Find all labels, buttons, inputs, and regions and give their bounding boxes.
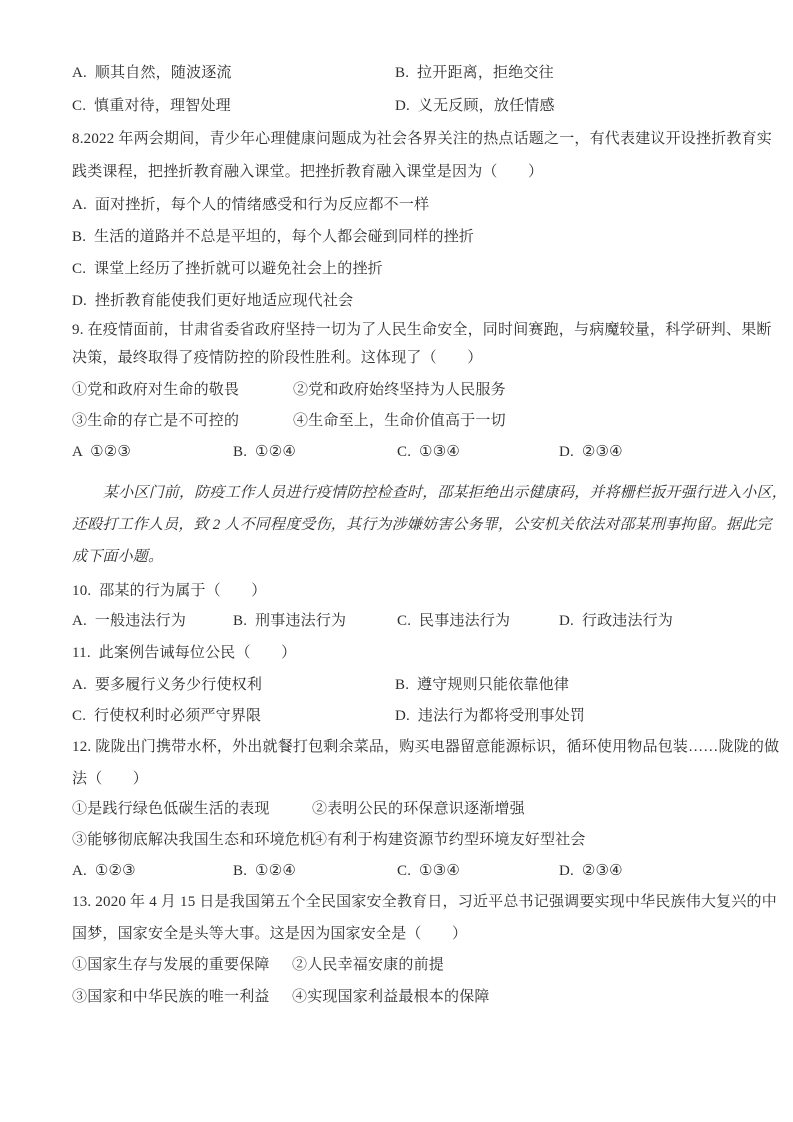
q8-option-d-text-0: D. 挫折教育能使我们更好地适应现代社会: [72, 293, 354, 309]
q10-stem-text-0: 10. 邵某的行为属于（ ）: [72, 583, 267, 599]
q12-stem-line1: [0, 737, 793, 759]
case-intro-line1-text-0: 某小区门前，防疫工作人员进行疫情防控检查时，邵某拒绝出示健康码，并将栅栏扳开强行进入小区，: [103, 485, 788, 501]
q9-items-3-4: [0, 411, 793, 433]
q12-items-1-2-text-1: ②表明公民的环保意识逐渐增强: [312, 801, 525, 817]
q11-options-ab-text-0: A. 要多履行义务少行使权利: [72, 677, 263, 693]
q9-stem-line1-text-0: 9. 在疫情面前，甘肃省委省政府坚持一切为了人民生命安全，同时间赛跑，与病魔较量，科学研判、果断: [72, 322, 772, 338]
q8-option-a: [0, 195, 793, 217]
q8-option-c: [0, 259, 793, 281]
q9-items-1-2-text-1: ②党和政府始终坚持为人民服务: [293, 382, 506, 398]
q12-options-row-text-3: D. ②③④: [559, 863, 623, 879]
q8-option-b: [0, 227, 793, 249]
q10-options-row-text-3: D. 行政违法行为: [559, 613, 674, 629]
q9-options-row-text-1: B. ①②④: [233, 444, 296, 460]
case-intro-line3-text-0: 成下面小题。: [72, 549, 164, 565]
q7-options-row-cd: [0, 96, 793, 118]
q12-items-3-4-text-1: ④有利于构建资源节约型环境友好型社会: [312, 832, 586, 848]
q13-items-1-2-text-1: ②人民幸福安康的前提: [292, 957, 445, 973]
q8-stem-line1-text-0: 8.2022 年两会期间，青少年心理健康问题成为社会各界关注的热点话题之一，有代表建议开设挫折教育实: [72, 131, 773, 147]
q8-stem-line2-text-0: 践类课程，把挫折教育融入课堂。把挫折教育融入课堂是因为（ ）: [72, 164, 544, 180]
q11-stem: [0, 643, 793, 665]
q9-items-1-2: [0, 380, 793, 402]
q9-items-3-4-text-1: ④生命至上，生命价值高于一切: [293, 413, 506, 429]
q12-items-1-2-text-0: ①是践行绿色低碳生活的表现: [72, 801, 270, 817]
q8-option-a-text-0: A. 面对挫折，每个人的情绪感受和行为反应都不一样: [72, 197, 430, 213]
case-intro-line3: [0, 547, 793, 569]
q11-options-ab-text-1: B. 遵守规则只能依靠他律: [395, 677, 570, 693]
q7-options-row-cd-text-0: C. 慎重对待，理智处理: [72, 98, 231, 114]
q12-stem-line2-text-0: 法（ ）: [72, 771, 149, 787]
q8-stem-line2: [0, 162, 793, 184]
case-intro-line1: [0, 483, 793, 505]
q10-options-row-text-0: A. 一般违法行为: [72, 613, 187, 629]
q10-options-row-text-1: B. 刑事违法行为: [233, 613, 347, 629]
q9-options-row-text-0: A ①②③: [72, 444, 132, 460]
q12-items-1-2: [0, 799, 793, 821]
q13-stem-line2-text-0: 国梦，国家安全是头等大事。这是因为国家安全是（ ）: [72, 926, 468, 942]
q9-options-row: [0, 442, 793, 464]
q12-options-row-text-0: A. ①②③: [72, 863, 136, 879]
q13-stem-line1-text-0: 13. 2020 年 4 月 15 日是我国第五个全民国家安全教育日，习近平总书记强调要实现中华民族伟大复兴的中: [72, 894, 777, 910]
q12-options-row: [0, 861, 793, 883]
q8-option-c-text-0: C. 课堂上经历了挫折就可以避免社会上的挫折: [72, 261, 383, 277]
q12-options-row-text-2: C. ①③④: [397, 863, 460, 879]
case-intro-line2-text-0: 还殴打工作人员，致 2 人不同程度受伤，其行为涉嫌妨害公务罪，公安机关依法对邵某刑事拘留。据此完: [72, 517, 772, 533]
q11-options-ab: [0, 675, 793, 697]
q13-items-1-2: [0, 955, 793, 977]
q9-items-1-2-text-0: ①党和政府对生命的敬畏: [72, 382, 240, 398]
q12-stem-line1-text-0: 12. 陇陇出门携带水杯，外出就餐打包剩余菜品，购买电器留意能源标识，循环使用物品包装……陇陇的做: [72, 739, 780, 755]
q7-options-row-cd-text-1: D. 义无反顾，放任情感: [395, 98, 555, 114]
q13-stem-line1: [0, 892, 793, 914]
q9-stem-line1: [0, 320, 793, 342]
q10-options-row-text-2: C. 民事违法行为: [397, 613, 511, 629]
q7-options-row-ab-text-1: B. 拉开距离，拒绝交往: [395, 65, 554, 81]
q9-stem-line2-text-0: 决策，最终取得了疫情防控的阶段性胜利。这体现了（ ）: [72, 350, 483, 366]
q12-stem-line2: [0, 769, 793, 791]
q10-options-row: [0, 611, 793, 633]
q12-items-3-4: [0, 830, 793, 852]
q13-stem-line2: [0, 924, 793, 946]
q12-options-row-text-1: B. ①②④: [233, 863, 296, 879]
q10-stem: [0, 581, 793, 603]
q7-options-row-ab-text-0: A. 顺其自然，随波逐流: [72, 65, 232, 81]
q13-items-3-4-text-0: ③国家和中华民族的唯一利益: [72, 989, 270, 1005]
q13-items-3-4: [0, 987, 793, 1009]
q11-options-cd-text-0: C. 行使权利时必须严守界限: [72, 708, 262, 724]
q9-stem-line2: [0, 348, 793, 370]
q11-options-cd: [0, 706, 793, 728]
case-intro-line2: [0, 515, 793, 537]
q8-option-b-text-0: B. 生活的道路并不总是平坦的，每个人都会碰到同样的挫折: [72, 229, 475, 245]
q8-stem-line1: [0, 129, 793, 151]
q9-options-row-text-3: D. ②③④: [559, 444, 623, 460]
q9-options-row-text-2: C. ①③④: [397, 444, 460, 460]
q8-option-d: [0, 291, 793, 313]
q11-stem-text-0: 11. 此案例告诫每位公民（ ）: [72, 645, 297, 661]
q9-items-3-4-text-0: ③生命的存亡是不可控的: [72, 413, 240, 429]
q13-items-3-4-text-1: ④实现国家利益最根本的保障: [292, 989, 490, 1005]
q11-options-cd-text-1: D. 违法行为都将受刑事处罚: [395, 708, 586, 724]
q13-items-1-2-text-0: ①国家生存与发展的重要保障: [72, 957, 270, 973]
q7-options-row-ab: [0, 63, 793, 85]
q12-items-3-4-text-0: ③能够彻底解决我国生态和环境危机: [72, 832, 316, 848]
